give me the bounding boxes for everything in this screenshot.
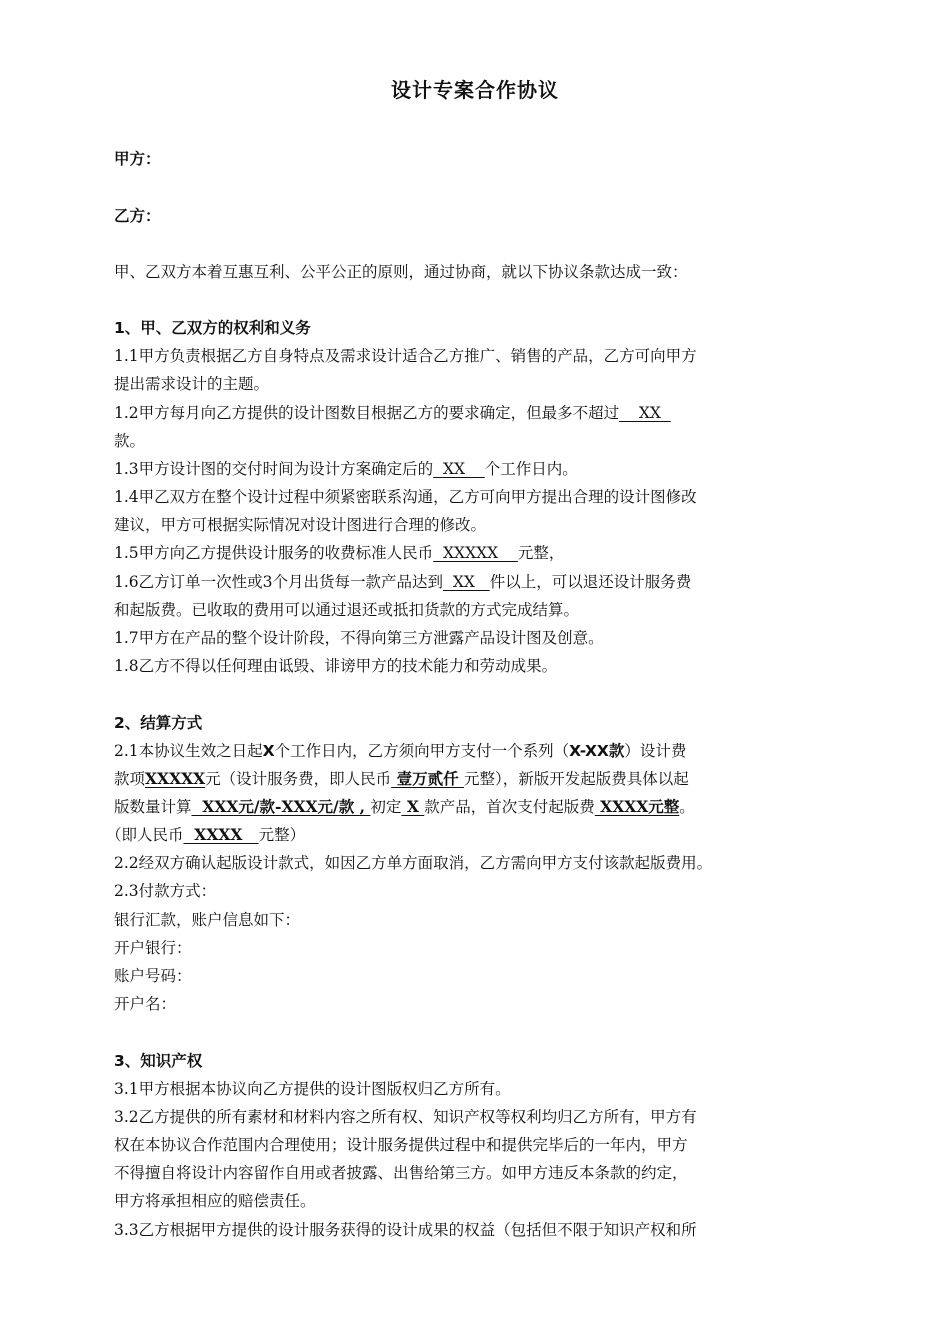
clause-1-2-line2: 款。 [114,432,146,450]
clause-text: 1.6乙方订单一次性或3个月出货每一款产品达到 [114,573,444,591]
clause-1-1-line1: 1.1甲方负责根据乙方自身特点及需求设计适合乙方推广、销售的产品，乙方可向甲方 [114,347,697,365]
clause-2-1-line1 [114,741,686,761]
clause-text: 款项 [114,770,146,788]
clause-text: 个工作日内。 [484,460,578,478]
document-title: 设计专案合作协议 [391,78,559,102]
clause-2-1-line3 [114,797,695,817]
clause-1-1-line2: 提出需求设计的主题。 [114,375,270,393]
clause-2-3: 2.3付款方式： [114,882,217,900]
clause-text: （即人民币 [106,826,184,844]
clause-1-8: 1.8乙方不得以任何理由诋毁、诽谤甲方的技术能力和劳动成果。 [114,657,558,675]
series-value: X-XX款 [569,742,625,760]
clause-1-7: 1.7甲方在产品的整个设计阶段，不得向第三方泄露产品设计图及创意。 [114,629,604,647]
clause-text: 款产品，首次支付起版费 [424,798,595,816]
fee-rmb-value: XXXX [183,825,259,844]
blank-field: XXXXX [433,544,518,562]
clause-text: 元整） [258,826,306,844]
blank-field: XX [443,573,490,591]
clause-text: 版数量计算 [114,798,192,816]
account-number-label: 账户号码： [114,967,192,985]
clause-1-3 [114,459,578,479]
clause-3-1: 3.1甲方根据本协议向乙方提供的设计图版权归乙方所有。 [114,1080,511,1098]
section-2-heading: 2、结算方式 [114,714,203,732]
blank-field: XX [433,460,485,478]
blank-field: XX [619,404,671,422]
party-a-label: 甲方： [114,150,161,168]
clause-3-2-line3: 不得擅自将设计内容留作自用或者披露、出售给第三方。如甲方违反本条款的约定， [114,1164,688,1182]
clause-text: 元（设计服务费，即人民币 [205,770,392,788]
account-name-label: 开户名： [114,995,177,1013]
section-1-heading: 1、甲、乙双方的权利和义务 [114,319,311,337]
clause-text: 1.5甲方向乙方提供设计服务的收费标准人民币 [114,544,434,562]
fee-value: XXXX元整 [594,797,680,816]
section-3-heading: 3、知识产权 [114,1052,203,1070]
intro-paragraph: 甲、乙双方本着互惠互利、公平公正的原则，通过协商，就以下协议条款达成一致： [114,263,688,281]
clause-text: 1.2甲方每月向乙方提供的设计图数目根据乙方的要求确定，但最多不超过 [114,404,620,422]
amount-chinese-value: 壹万贰仟 [391,769,464,788]
clause-3-2-line4: 甲方将承担相应的赔偿责任。 [114,1192,316,1210]
rate-value: XXX元/款-XXX元/款 , [191,797,371,816]
clause-text: 元整， [517,544,565,562]
clause-text: 。 [679,798,695,816]
clause-2-1-line2 [114,769,689,789]
clause-text: 1.3甲方设计图的交付时间为设计方案确定后的 [114,460,434,478]
clause-2-1-line4 [106,825,305,845]
days-value: X [262,742,275,760]
clause-1-6-line2: 和起版费。已收取的费用可以通过退还或抵扣货款的方式完成结算。 [114,601,580,619]
clause-text: ）设计费 [624,742,687,760]
clause-text: 初定 [370,798,402,816]
clause-1-4-line1: 1.4甲乙双方在整个设计过程中须紧密联系沟通，乙方可向甲方提出合理的设计图修改 [114,488,697,506]
clause-3-3-line1: 3.3乙方根据甲方提供的设计服务获得的设计成果的权益（包括但不限于知识产权和所 [114,1221,697,1239]
clause-3-2-line1: 3.2乙方提供的所有素材和材料内容之所有权、知识产权等权利均归乙方所有，甲方有 [114,1108,697,1126]
clause-1-6-line1 [114,572,691,592]
amount-value: XXXXX [145,769,206,788]
clause-text: 个工作日内，乙方须向甲方支付一个系列（ [274,742,570,760]
party-b-label: 乙方： [114,207,161,225]
clause-text: 元整），新版开发起版费具体以起 [463,770,689,788]
clause-1-4-line2: 建议，甲方可根据实际情况对设计图进行合理的修改。 [114,516,487,534]
bank-name-label: 开户银行： [114,939,192,957]
clause-1-5 [114,543,564,563]
clause-text: 件以上，可以退还设计服务费 [489,573,692,591]
bank-transfer-line: 银行汇款，账户信息如下： [114,911,301,929]
clause-1-2-line1 [114,403,671,423]
clause-2-2: 2.2经双方确认起版设计款式，如因乙方单方面取消，乙方需向甲方支付该款起版费用。 [114,854,713,872]
clause-3-2-line2: 权在本协议合作范围内合理使用；设计服务提供过程中和提供完毕后的一年内，甲方 [114,1136,688,1154]
clause-text: 2.1本协议生效之日起 [114,742,263,760]
count-value: X [401,797,425,816]
